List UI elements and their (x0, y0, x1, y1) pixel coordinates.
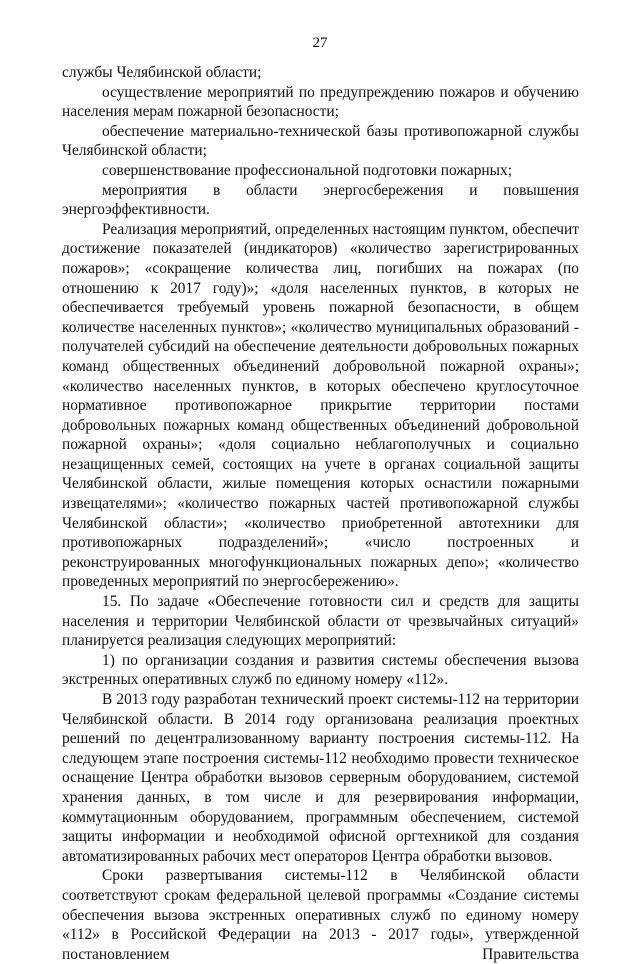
paragraph: мероприятия в области энергосбережения и повышения энергоэффективности. (62, 181, 579, 219)
paragraph: Сроки развертывания системы-112 в Челябинской области соответствуют срокам федеральной целевой программы «Создание системы обеспечения вызова экстренных оперативных служб по единому номеру «112» в Российской Федерации на 2013 - 2017 годы», утвержденной постановлением Правительства (62, 867, 579, 963)
paragraph: 15. По задаче «Обеспечение готовности сил и средств для защиты населения и территории Челябинской области от чрезвычайных ситуаций» планируется реализация следующих мероприятий: (62, 593, 579, 650)
paragraph: Реализация мероприятий, определенных настоящим пунктом, обеспечит достижение показателей (индикаторов) «количество зарегистрированных пожаров»; «сокращение количества лиц, погибших на пожарах (по отношению к 2017 году)»; «доля населенных пунктов, в которых не обеспечивается требуемый уровень пожарной безопасности, в общем количестве населенных пунктов»; «количество муниципальных образований - получателей субсидий на обеспечение деятельности добровольных пожарных команд общественных объединений добровольной пожарной охраны»; «количество населенных пунктов, в которых обеспечено круглосуточное нормативное противопожарное прикрытие территории постами добровольных пожарных команд общественных объединений добровольной пожарной охраны»; «доля социально неблагополучных и социально незащищенных семей, состоящих на учете в органах социальной защиты Челябинской области, жилые помещения которых оснастили пожарными извещателями»; «количество пожарных частей противопожарной службы Челябинской области»; «количество приобретенной автотехники для противопожарных подразделений»; «число построенных и реконструированных многофункциональных пожарных депо»; «количество проведенных мероприятий по энергосбережению». (62, 220, 579, 591)
paragraph: совершенствование профессиональной подготовки пожарных; (102, 161, 512, 179)
paragraph: обеспечение материально-технической базы противопожарной службы Челябинской области; (62, 122, 579, 160)
page-number: 27 (312, 35, 328, 51)
body-text (62, 63, 579, 964)
paragraph: службы Челябинской области; (62, 64, 262, 81)
paragraph: осуществление мероприятий по предупреждению пожаров и обучению населения мерам пожарной безопасности; (62, 83, 579, 121)
paragraph: 1) по организации создания и развития системы обеспечения вызова экстренных оперативных служб по единому номеру «112». (62, 651, 579, 689)
paragraph: В 2013 году разработан технический проект системы-112 на территории Челябинской области. В 2014 году организована реализация проектных решений по децентрализованному варианту построения системы-112. На следующем этапе построения системы-112 необходимо провести техническое оснащение Центра обработки вызовов серверным оборудованием, системой хранения данных, в том числе и для резервирования информации, коммутационным оборудованием, программным обеспечением, системой защиты информации и необходимой офисной оргтехникой для создания автоматизированных рабочих мест операторов Центра обработки вызовов. (62, 691, 579, 865)
